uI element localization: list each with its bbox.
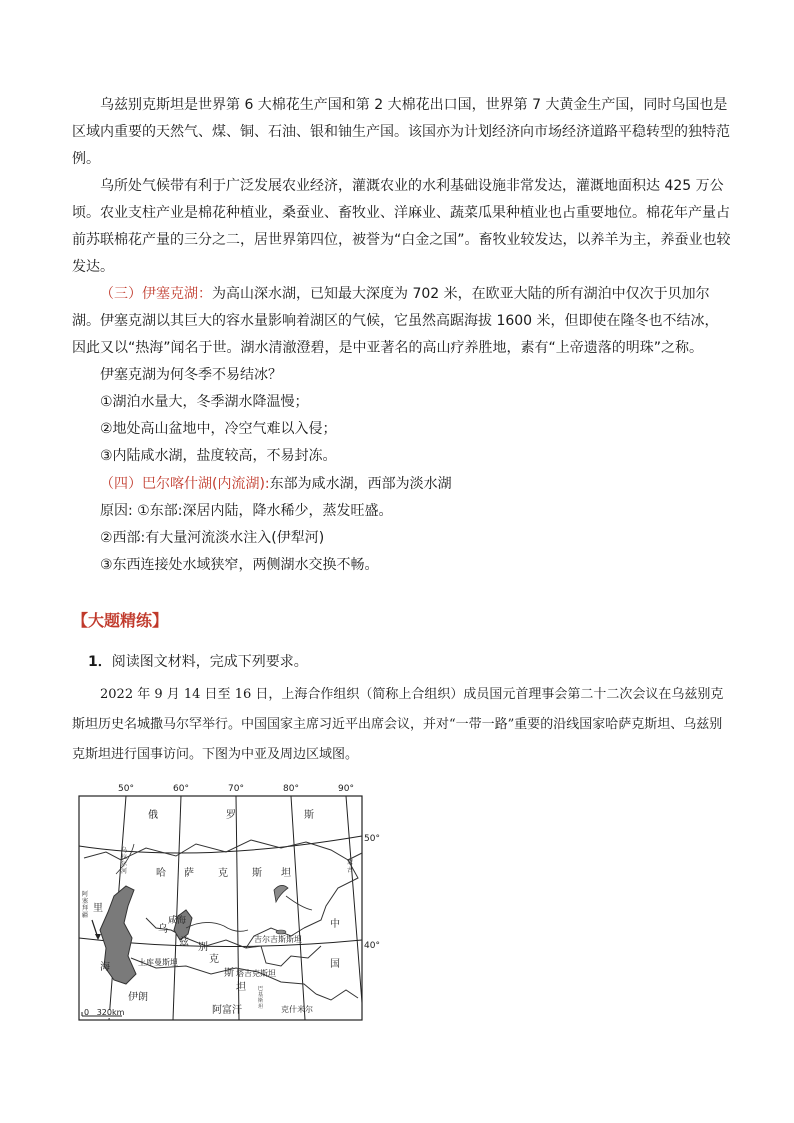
question-prompt: 阅读图文材料，完成下列要求。 [111, 654, 308, 670]
lon-label: 70° [228, 784, 244, 794]
label-pakistan: 基 [258, 992, 264, 998]
label-azerbaijan: 疆 [82, 912, 89, 919]
label-aral: 咸海 [168, 916, 187, 926]
question-number: 1． [88, 654, 112, 670]
lat-label: 40° [364, 941, 380, 951]
label-uzbekistan: 别 [198, 942, 208, 953]
label-kazakhstan: 哈 [156, 868, 166, 879]
intro-paragraph-2: 乌所处气候带有利于广泛发展农业经济，灌溉农业的水利基础设施非常发达，灌溉地面积达 425 万公顷。农业支柱产业是棉花种植业，桑蚕业、畜牧业、洋麻业、蔬菜瓜果种植业也占重要地位。棉花年产量占前苏联棉花产量的三分之二，居世界第四位，被誉为“白金之国”。畜牧业较发达，以养羊为主，养蚕业也较发达。 [72, 178, 731, 275]
label-mongolia: 古 [347, 867, 354, 874]
balkhash-text: 东部为咸水湖，西部为淡水湖 [269, 476, 452, 492]
label-ural: 乌 [121, 847, 128, 854]
balkhash-cause-label: 原因: [100, 503, 138, 519]
scale-bar: 0 320km [84, 1008, 125, 1017]
lon-label: 60° [173, 784, 189, 794]
lon-label: 80° [283, 784, 299, 794]
label-china: 中 [330, 919, 340, 930]
balkhash-cause-1 [100, 498, 392, 525]
central-asia-map [76, 778, 386, 1024]
label-kyrgyzstan: 吉尔吉斯斯坦 [254, 935, 302, 944]
balkhash-label: （四）巴尔喀什湖(内流湖): [100, 476, 270, 492]
balkhash-cause-1-text: ①东部:深居内陆，降水稀少，蒸发旺盛。 [137, 503, 393, 519]
label-azerbaijan: 阿 [82, 891, 89, 898]
label-tajikistan: 塔吉克斯坦 [236, 969, 276, 978]
label-ural: 拉 [121, 854, 128, 861]
issyk-question: 伊塞克湖为何冬季不易结冰？ [100, 367, 282, 383]
label-uzbekistan: 斯 [224, 968, 234, 979]
issyk-reason-3: ③内陆咸水湖，盐度较高，不易封冻。 [100, 448, 337, 464]
label-russia: 斯 [304, 810, 314, 821]
lon-label: 90° [338, 784, 354, 794]
label-russia: 俄 [148, 810, 158, 821]
label-kashmir: 克什米尔 [281, 1005, 313, 1014]
balkhash-heading [100, 471, 452, 498]
label-pakistan: 巴 [258, 986, 264, 992]
label-turkmenistan: 土库曼斯坦 [138, 958, 178, 967]
balkhash-cause-2: ②西部:有大量河流淡水注入(伊犁河) [100, 530, 325, 546]
label-afghanistan: 阿富汗 [212, 1005, 242, 1016]
issyk-reason-2: ②地处高山盆地中，冷空气难以入侵； [100, 421, 337, 437]
label-ural: 河 [121, 868, 128, 875]
label-azerbaijan: 塞 [82, 898, 89, 905]
issyk-paragraph [72, 281, 732, 362]
label-uzbekistan: 坦 [236, 982, 246, 993]
label-kazakhstan: 坦 [281, 868, 291, 879]
issyk-label: （三）伊塞克湖： [100, 286, 212, 302]
label-uzbekistan: 克 [209, 954, 219, 965]
label-pakistan: 坦 [258, 1004, 264, 1010]
label-caspian: 海 [100, 962, 110, 973]
label-mongolia: 蒙 [347, 859, 354, 866]
label-kazakhstan: 萨 [184, 868, 194, 879]
label-azerbaijan: 拜 [82, 905, 89, 912]
issyk-text: 为高山深水湖，已知最大深度为 702 米，在欧亚大陆的所有湖泊中仅次于贝加尔湖。伊塞克湖以其巨大的容水量影响着湖区的气候，它虽然高踞海拔 1600 米，但即使在隆冬也不结冰，因此又以“热海”闻名于世。湖水清澈澄碧，是中亚著名的高山疗养胜地，素有“上帝遗落的明珠”之称。 [72, 286, 719, 356]
label-iran: 伊朗 [128, 992, 148, 1003]
label-uzbekistan: 乌 [158, 924, 168, 935]
label-pakistan: 斯 [258, 998, 264, 1004]
label-uzbekistan: 兹 [179, 937, 189, 948]
label-russia: 罗 [226, 810, 236, 821]
lon-label: 50° [118, 784, 134, 794]
label-ural: 尔 [121, 861, 128, 868]
intro-paragraph-1: 乌兹别克斯坦是世界第 6 大棉花生产国和第 2 大棉花出口国，世界第 7 大黄金生产国，同时乌国也是区域内重要的天然气、煤、铜、石油、银和铀生产国。该国亦为计划经济向市场经济道路平稳转型的独特范例。 [72, 97, 730, 167]
label-caspian: 里 [93, 903, 103, 914]
lat-label: 50° [364, 834, 380, 844]
issyk-reason-1: ①湖泊水量大，冬季湖水降温慢； [100, 394, 309, 410]
question-1 [88, 651, 308, 671]
label-kazakhstan: 斯 [252, 868, 262, 879]
label-china: 国 [330, 959, 340, 970]
label-kazakhstan: 克 [218, 868, 228, 879]
question-material: 2022 年 9 月 14 日至 16 日，上海合作组织（简称上合组织）成员国元首理事会第二十二次会议在乌兹别克斯坦历史名城撒马尔罕举行。中国国家主席习近平出席会议，并对“一带一路”重要的沿线国家哈萨克斯坦、乌兹别克斯坦进行国事访问。下图为中亚及周边区域图。 [72, 687, 724, 762]
balkhash-cause-3: ③东西连接处水域狭窄，两侧湖水交换不畅。 [100, 557, 379, 573]
section-title: 【大题精练】 [72, 611, 169, 630]
